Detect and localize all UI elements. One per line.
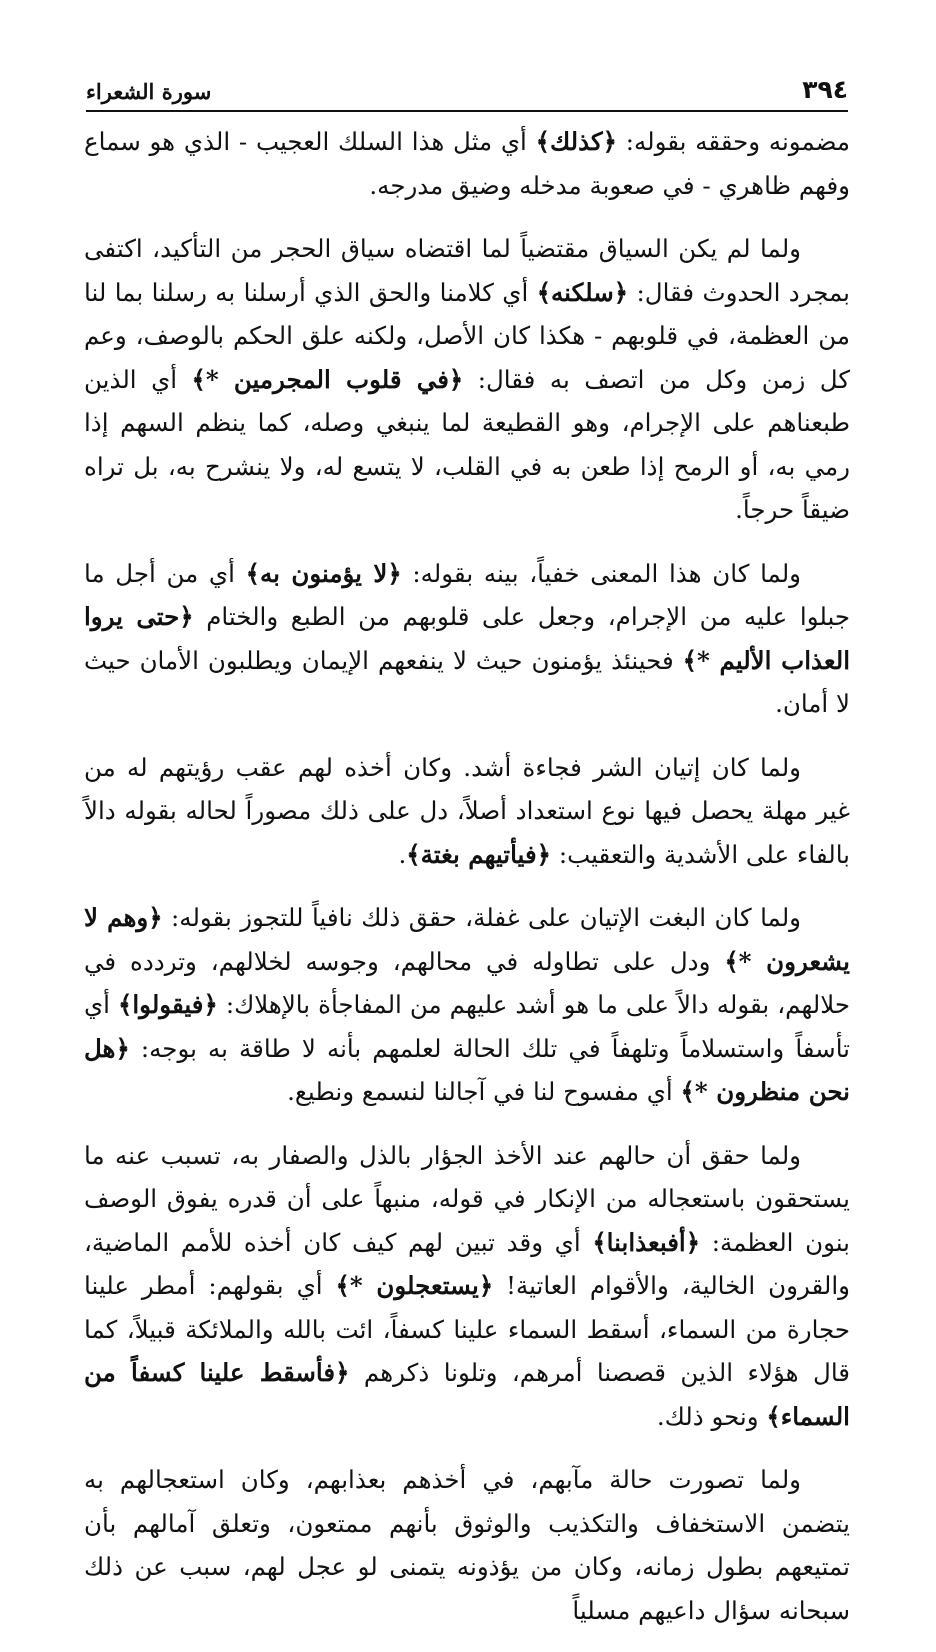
quran-quote: ﴿سلكنه﴾ [536, 277, 629, 307]
page-header [86, 62, 848, 112]
paragraph: ولما كان إتيان الشر فجاءة أشد. وكان أخذه لهم عقب رؤيتهم له من غير مهلة يحصل فيها نوع استعداد أصلاً، دل على ذلك مصوراً لحاله بقوله دالاً بالفاء على الأشدية والتعقيب: ﴿فيأتيهم بغتة﴾. [84, 752, 850, 869]
quran-quote: ﴿في قلوب المجرمين *﴾ [191, 364, 464, 394]
page-body [84, 120, 850, 1652]
quran-quote: ﴿حتى يروا العذاب الأليم *﴾ [84, 602, 851, 675]
surah-title: سورة الشعراء [86, 79, 212, 104]
quran-quote: ﴿وهم لا يشعرون *﴾ [84, 903, 850, 976]
paragraph: ولما كان هذا المعنى خفياً، بينه بقوله: ﴿لا يؤمنون به﴾ أي من أجل ما جبلوا عليه من الإجرام، وجعل على قلوبهم من الطبع والختام ﴿حتى يروا العذاب الأليم *﴾ فحينئذ يؤمنون حيث لا ينفعهم الإيمان ويطلبون الأمان حيث لا أمان. [84, 558, 851, 718]
paragraph: مضمونه وحققه بقوله: ﴿كذلك﴾ أي مثل هذا السلك العجيب - الذي هو سماع وفهم ظاهري - في صعوبة مدخله وضيق مدرجه. [84, 127, 850, 200]
paragraph: ولما حقق أن حالهم عند الأخذ الجؤار بالذل والصفار به، تسبب عنه ما يستحقون باستعجاله من الإنكار في قوله، منبهاً على أن قدره يفوق الوصف بنون العظمة: ﴿أفبعذابنا﴾ أي وقد تبين لهم كيف كان أخذه للأمم الماضية، والقرون الخالية، والأقوام العاتية! ﴿يستعجلون *﴾ أي بقولهم: أمطر علينا حجارة من السماء، أسقط السماء علينا كسفاً، ائت بالله والملائكة قبيلاً، كما قال هؤلاء الذين قصصنا أمرهم، وتلونا ذكرهم ﴿فأسقط علينا كسفاً من السماء﴾ ونحو ذلك. [84, 1140, 851, 1431]
paragraph: ولما تصورت حالة مآبهم، في أخذهم بعذابهم، وكان استعجالهم به يتضمن الاستخفاف والتكذيب والوثوق بأنهم ممتعون، وتعلق آمالهم بأن تمتيعهم بطول زمانه، وكان من يؤذونه يتمنى لو عجل لهم، سبب عن ذلك سبحانه سؤال داعيهم مسلياً [84, 1465, 850, 1625]
quran-quote: ﴿كذلك﴾ [535, 127, 617, 156]
quran-quote: ﴿هل نحن منظرون *﴾ [84, 1033, 850, 1106]
paragraph: ولما لم يكن السياق مقتضياً لما اقتضاه سياق الحجر من التأكيد، اكتفى بمجرد الحدوث فقال: ﴿سلكنه﴾ أي كلامنا والحق الذي أرسلنا به رسلنا بما لنا من العظمة، في قلوبهم - هكذا كان الأصل، ولكنه علق الحكم بالوصف، وعم كل زمن وكل من اتصف به فقال: ﴿في قلوب المجرمين *﴾ أي الذين طبعناهم على الإجرام، وهو القطيعة لما ينبغي وصله، كما ينظم السهم إذا رمي به، أو الرمح إذا طعن به في القلب، لا يتسع له، ولا ينشرح به، بل تراه ضيقاً حرجاً. [84, 234, 850, 524]
quran-quote: ﴿أفبعذابنا﴾ [592, 1227, 701, 1257]
quran-quote: ﴿فأسقط علينا كسفاً من السماء﴾ [84, 1358, 850, 1431]
quran-quote: ﴿فيأتيهم بغتة﴾ [406, 839, 552, 869]
page-number: ٣٩٤ [802, 75, 848, 104]
paragraph: ولما كان البغت الإتيان على غفلة، حقق ذلك نافياً للتجوز بقوله: ﴿وهم لا يشعرون *﴾ ودل على تطاوله في محالهم، وجوسه لخلالهم، وتردده في حلالهم، بقوله دالاً على ما هو أشد عليهم من المفاجأة بالإهلاك: ﴿فيقولوا﴾ أي تأسفاً واستسلاماً وتلهفاً في تلك الحالة لعلمهم بأنه لا طاقة به بوجه: ﴿هل نحن منظرون *﴾ أي مفسوح لنا في آجالنا لنسمع ونطيع. [84, 903, 850, 1106]
quran-quote: ﴿يستعجلون *﴾ [335, 1271, 494, 1300]
quran-quote: ﴿فيقولوا﴾ [118, 990, 218, 1019]
quran-quote: ﴿لا يؤمنون به﴾ [245, 558, 402, 588]
